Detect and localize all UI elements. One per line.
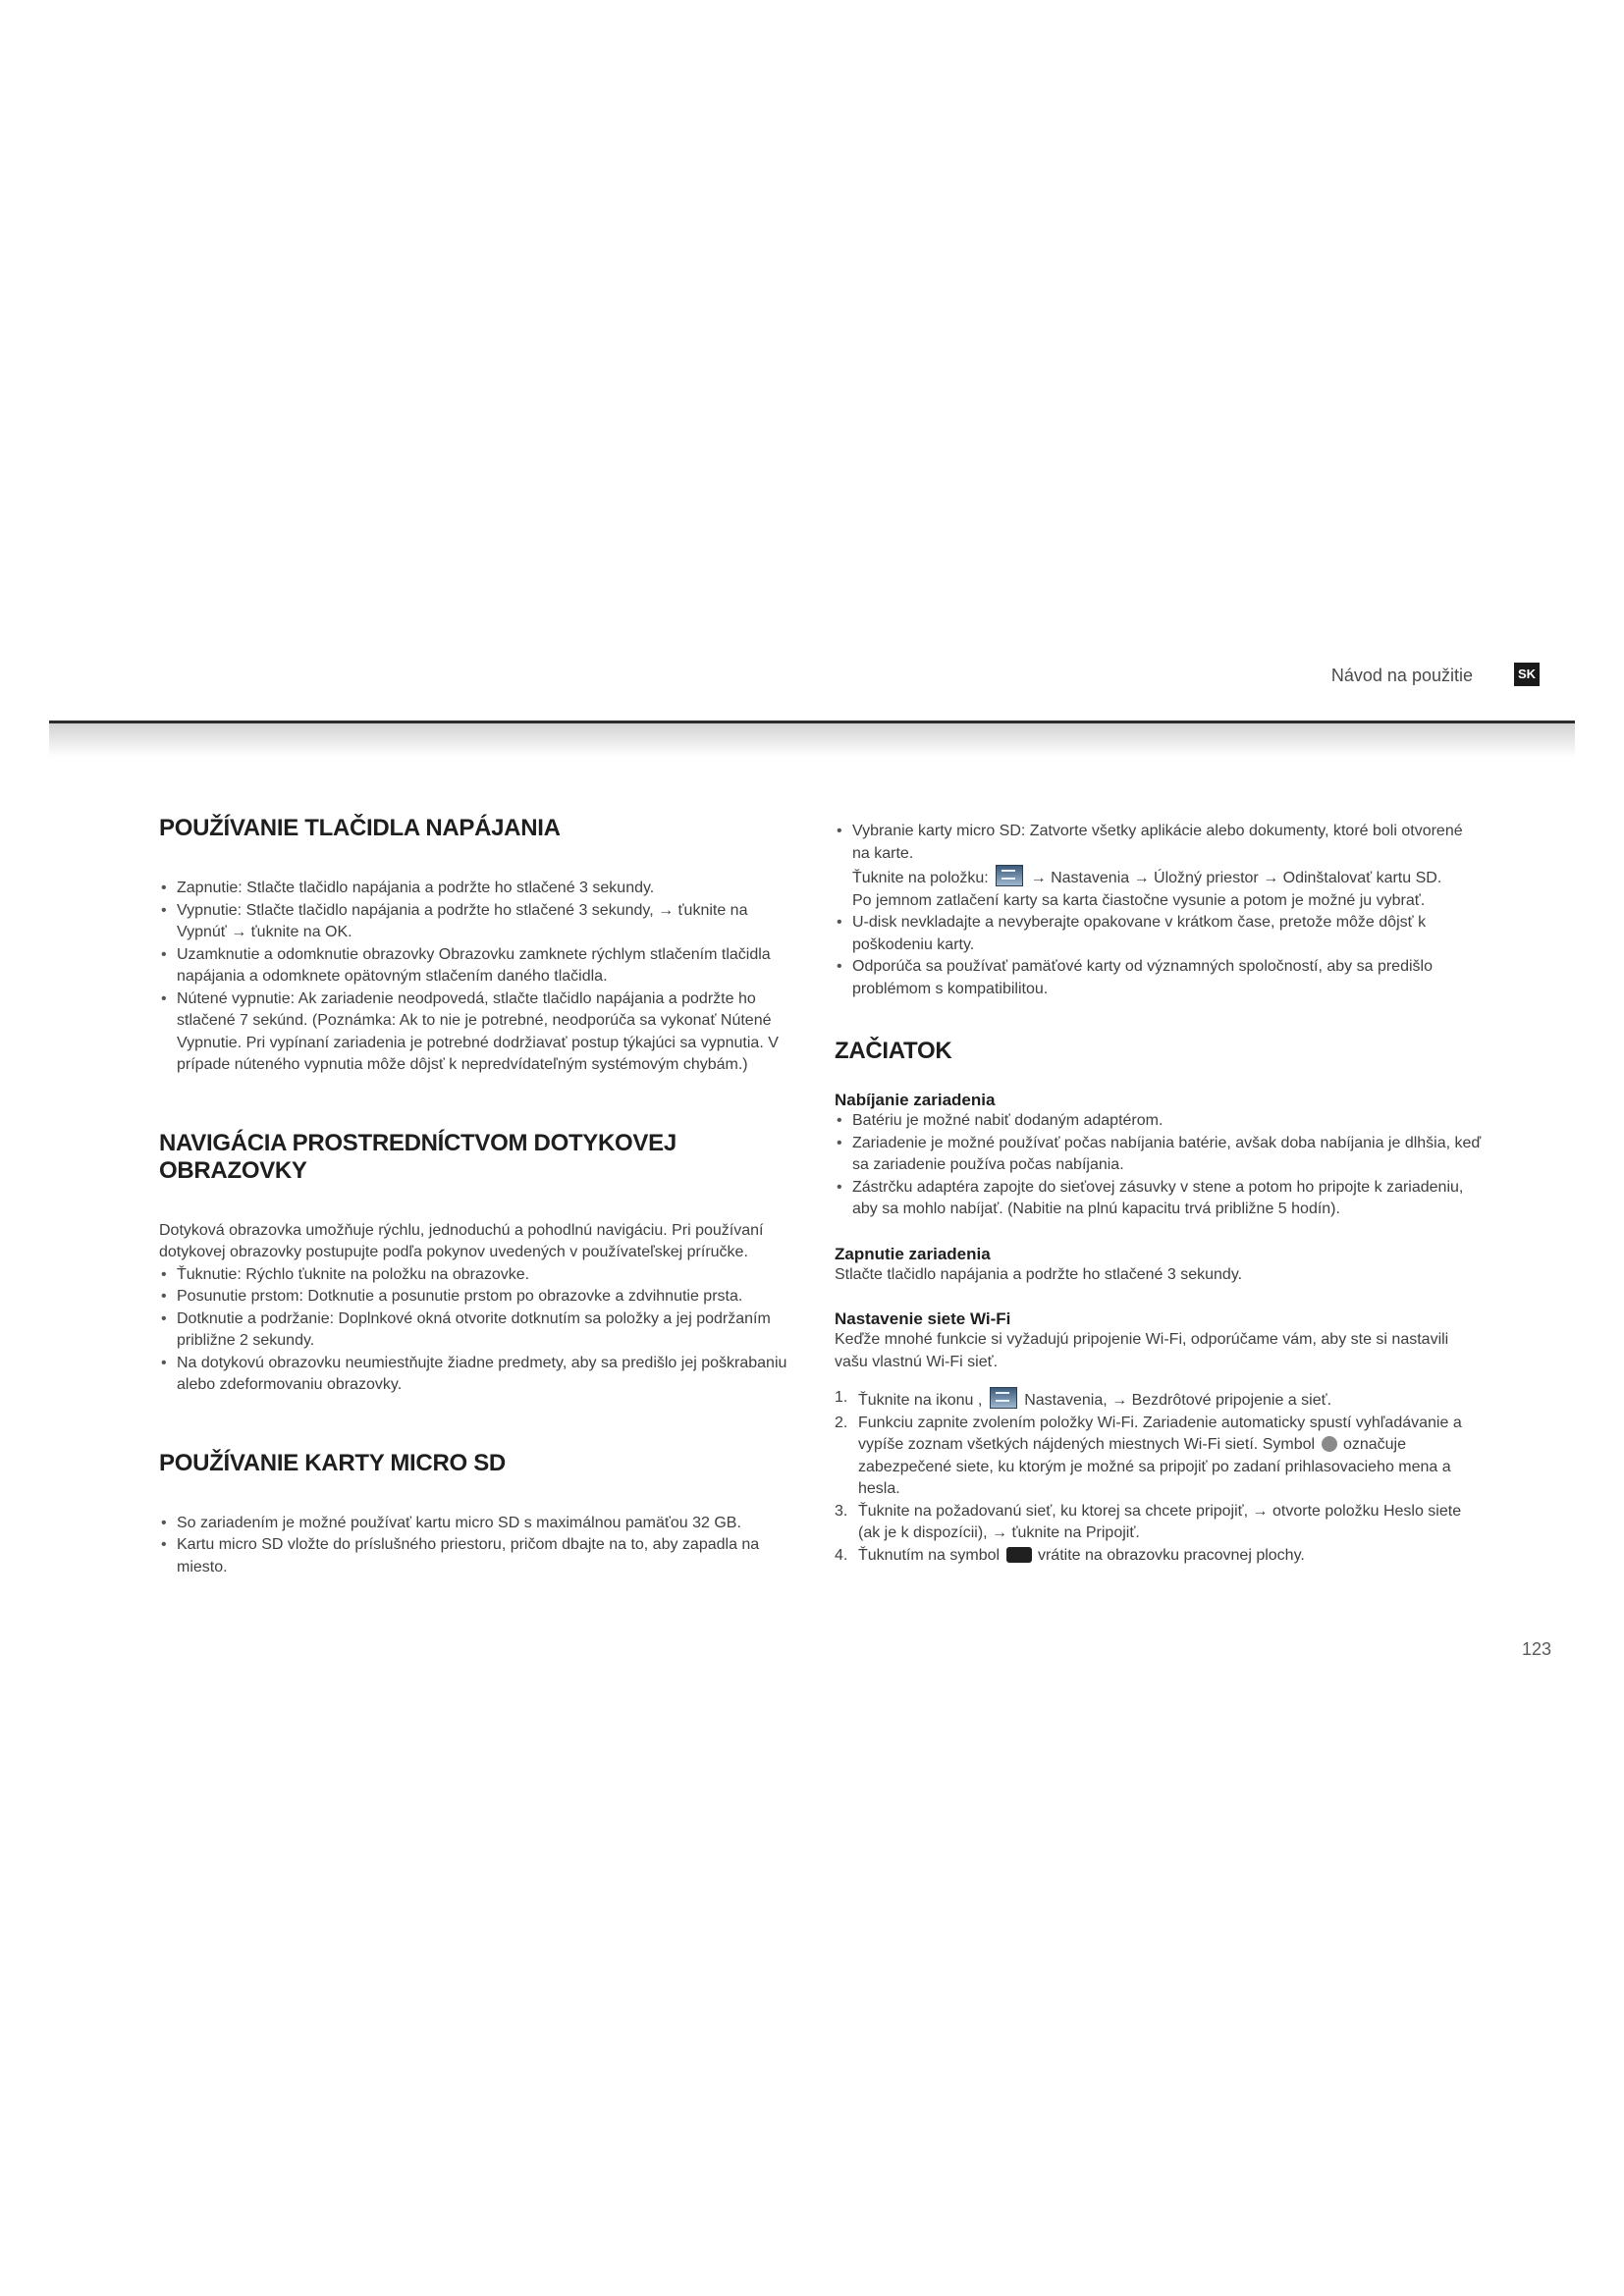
microsd-remove-step-post: → Nastavenia → Úložný priestor → Odinštalovať kartu SD.: [1030, 870, 1442, 886]
page-number: 123: [1521, 1639, 1551, 1659]
wifi-steps: [835, 1387, 1483, 1567]
touch-list: [159, 1264, 797, 1397]
list-item: • U-disk nevkladajte a nevyberajte opakovane v krátkom čase, pretože môže dôjsť k poškodeniu karty.: [835, 912, 1483, 956]
power-section-title: POUŽÍVANIE TLAČIDLA NAPÁJANIA: [159, 815, 561, 841]
list-item: • Uzamknutie a odomknutie obrazovky Obrazovku zamknete rýchlym stlačením tlačidla napájania a odomknete opätovným stlačením daného tlačidla.: [159, 944, 797, 988]
step-text-pre: Ťuknutím na symbol: [858, 1546, 1001, 1564]
language-badge: SK: [1514, 663, 1540, 686]
left-column: [159, 815, 797, 1578]
list-item: • Na dotykovú obrazovku neumiestňujte žiadne predmety, aby sa predišlo jej poškrabaniu alebo zdeformovaniu obrazovky.: [159, 1353, 797, 1397]
step-number: 2.: [835, 1414, 848, 1431]
list-item: • Posunutie prstom: Dotknutie a posunutie prstom po obrazovke a zdvihnutie prsta.: [159, 1286, 797, 1308]
right-column: [835, 821, 1483, 1567]
step-text-post: vrátite na obrazovku pracovnej plochy.: [1037, 1546, 1305, 1564]
start-section: [835, 1038, 1483, 1567]
microsd-list-continued: [835, 821, 1483, 1000]
power-list: [159, 878, 797, 1077]
charging-list: [835, 1110, 1483, 1221]
step-number: 4.: [835, 1546, 848, 1564]
header-shadow: [49, 723, 1575, 757]
touch-section-title: NAVIGÁCIA PROSTREDNÍCTVOM DOTYKOVEJ OBRAZOVKY: [159, 1129, 677, 1184]
charging-title: Nabíjanie zariadenia: [835, 1091, 996, 1109]
microsd-section-title: POUŽÍVANIE KARTY MICRO SD: [159, 1449, 506, 1476]
power-on-title: Zapnutie zariadenia: [835, 1244, 991, 1263]
step-text-post: označuje zabezpečené siete, ku ktorým je možné sa pripojiť po zadaní prihlasovacieho mena a hesla.: [858, 1436, 1451, 1497]
wifi-step: [835, 1545, 1483, 1568]
settings-app-icon: [990, 1387, 1017, 1409]
list-item: [835, 821, 1483, 912]
touch-intro: Dotyková obrazovka umožňuje rýchlu, jednoduchú a pohodlnú navigáciu. Pri používaní dotykovej obrazovky postupujte podľa pokynov uvedených v používateľskej príručke.: [159, 1221, 764, 1260]
list-item: • Ťuknutie: Rýchlo ťuknite na položku na obrazovke.: [159, 1264, 797, 1287]
list-item: • Zariadenie je možné používať počas nabíjania batérie, avšak doba nabíjania je dlhšia, keď sa zariadenie používa počas nabíjania.: [835, 1133, 1483, 1177]
microsd-section: [159, 1450, 797, 1579]
list-item: • Zástrčku adaptéra zapojte do sieťovej zásuvky v stene a potom ho pripojte k zariadeniu, aby sa mohlo nabíjať. (Nabitie na plnú kapacitu trvá približne 5 hodín).: [835, 1177, 1483, 1221]
microsd-remove-text: Vybranie karty micro SD: Zatvorte všetky aplikácie alebo dokumenty, ktoré boli otvorené na karte.: [852, 823, 1463, 862]
step-text-pre: Ťuknite na ikonu ,: [858, 1392, 983, 1409]
step-text-pre: Funkciu zapnite zvolením položky Wi-Fi. Zariadenie automaticky spustí vyhľadávanie a vypíše zoznam všetkých nájdených miestnych Wi-Fi sietí. Symbol: [858, 1414, 1462, 1453]
step-text-post: Nastavenia, → Bezdrôtové pripojenie a sieť.: [1024, 1392, 1332, 1409]
wifi-step: [835, 1413, 1483, 1501]
step-text: Ťuknite na požadovanú sieť, ku ktorej sa chcete pripojiť, → otvorte položku Heslo siete (ak je k dispozícii), → ťuknite na Pripojiť.: [858, 1502, 1462, 1541]
list-item: • Dotknutie a podržanie: Doplnkové okná otvorite dotknutím sa položky a jej podržaním približne 2 sekundy.: [159, 1308, 797, 1353]
wifi-step: [835, 1387, 1483, 1413]
power-button-section: [159, 815, 797, 1077]
settings-app-icon: [996, 865, 1023, 886]
power-on-text: Stlačte tlačidlo napájania a podržte ho stlačené 3 sekundy.: [835, 1265, 1243, 1283]
wifi-title: Nastavenie siete Wi-Fi: [835, 1309, 1011, 1328]
home-icon: [1006, 1547, 1032, 1563]
list-item: • Batériu je možné nabiť dodaným adaptérom.: [835, 1110, 1483, 1133]
header-title: Návod na použitie: [1330, 666, 1473, 685]
list-item: • Kartu micro SD vložte do príslušného priestoru, pričom dbajte na to, aby zapadla na miesto.: [159, 1534, 797, 1578]
list-item: • Odporúča sa používať pamäťové karty od významných spoločností, aby sa predišlo problémom s kompatibilitou.: [835, 956, 1483, 1000]
lock-icon: [1322, 1436, 1337, 1452]
list-item: • Vypnutie: Stlačte tlačidlo napájania a podržte ho stlačené 3 sekundy, → ťuknite na Vypnúť → ťuknite na OK.: [159, 900, 797, 944]
microsd-remove-note: Po jemnom zatlačení karty sa karta čiastočne vysunie a potom je možné ju vybrať.: [852, 891, 1426, 909]
touch-section: [159, 1130, 797, 1397]
microsd-remove-step-pre: Ťuknite na položku:: [852, 870, 989, 886]
step-number: 3.: [835, 1502, 848, 1520]
list-item: • Zapnutie: Stlačte tlačidlo napájania a podržte ho stlačené 3 sekundy.: [159, 878, 797, 900]
wifi-intro: Keďže mnohé funkcie si vyžadujú pripojenie Wi-Fi, odporúčame vám, aby ste si nastavili vašu vlastnú Wi-Fi sieť.: [835, 1331, 1449, 1370]
microsd-list: [159, 1513, 797, 1579]
wifi-step: [835, 1501, 1483, 1545]
start-section-title: ZAČIATOK: [835, 1038, 952, 1064]
list-item: • So zariadením je možné používať kartu micro SD s maximálnou pamäťou 32 GB.: [159, 1513, 797, 1535]
step-number: 1.: [835, 1389, 848, 1406]
list-item: • Nútené vypnutie: Ak zariadenie neodpovedá, stlačte tlačidlo napájania a podržte ho stlačené 7 sekúnd. (Poznámka: Ak to nie je potrebné, neodporúča sa vykonať Nútené Vypnutie. Pri vypínaní zariadenia je potrebné dodržiavať postup týkajúci sa vypnutia. V prípade núteného vypnutia môže dôjsť k nepredvídateľným systémovým chybám.): [159, 988, 797, 1077]
